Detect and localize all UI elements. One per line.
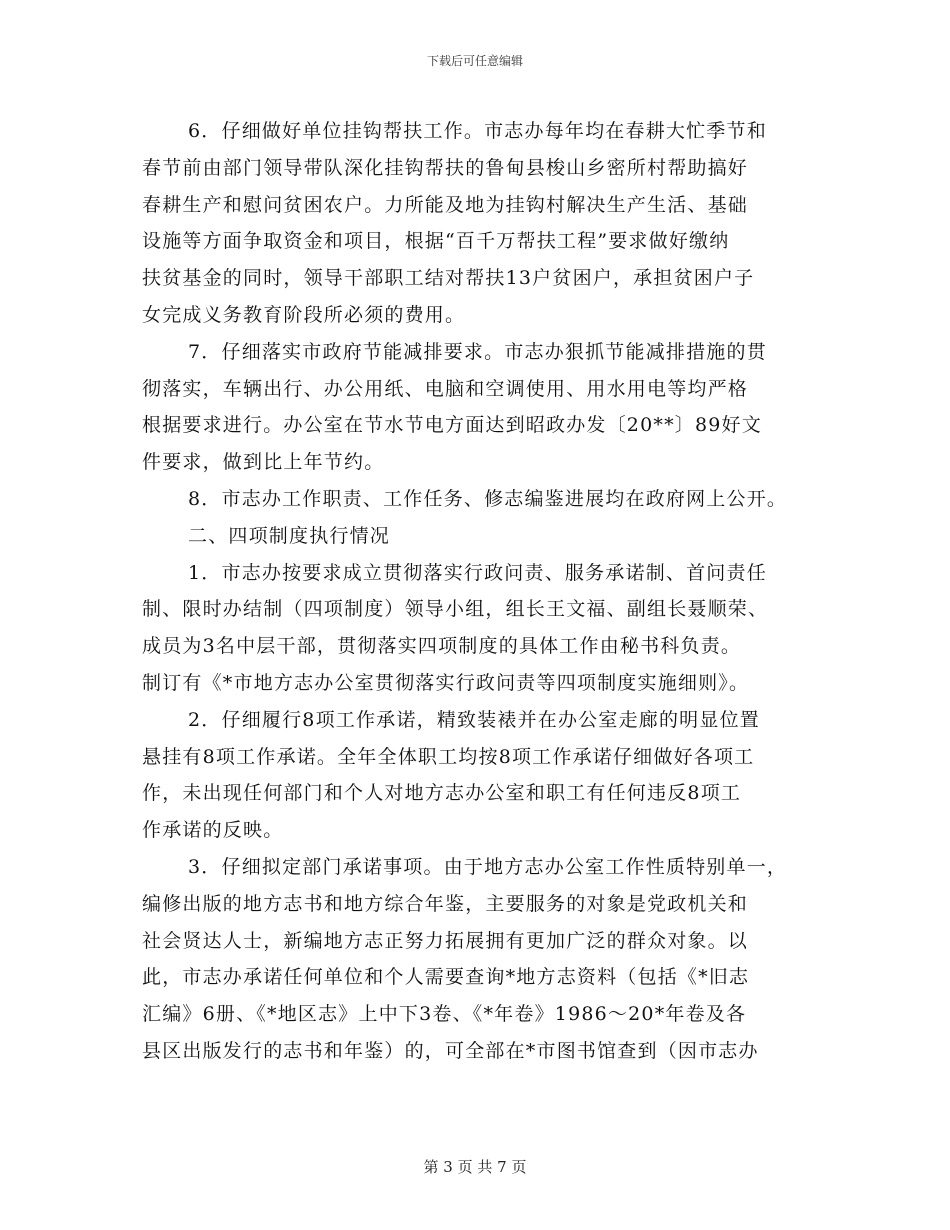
text-line: 设施等方面争取资金和项目，根据“百千万帮扶工程”要求做好缴纳	[142, 230, 730, 253]
text-line: 1．市志办按要求成立贯彻落实行政问责、服务承诺制、首问责任	[188, 561, 767, 584]
text-line: 编修出版的地方志书和地方综合年鉴，主要服务的对象是党政机关和	[142, 892, 749, 915]
text-line: 扶贫基金的同时，领导干部职工结对帮扶13户贫困户，承担贫困户子	[142, 267, 755, 290]
text-line: 作承诺的反映。	[142, 819, 284, 842]
text-line: 汇编》6册、《*地区志》上中下3卷、《*年卷》1986～20*年卷及各	[142, 1003, 747, 1026]
document-body	[142, 113, 822, 1070]
text-line: 7．仔细落实市政府节能减排要求。市志办狠抓节能减排措施的贯	[188, 340, 767, 363]
text-line: 春节前由部门领导带队深化挂钩帮扶的鲁甸县梭山乡密所村帮助搞好	[142, 156, 749, 179]
text-line: 3．仔细拟定部门承诺事项。由于地方志办公室工作性质特别单一，	[188, 855, 788, 878]
text-line: 此，市志办承诺任何单位和个人需要查询*地方志资料（包括《*旧志	[142, 966, 750, 989]
text-line: 8．市志办工作职责、工作任务、修志编鉴进展均在政府网上公开。	[188, 487, 788, 510]
page-footer: 第 3 页 共 7 页	[423, 1158, 527, 1176]
text-line: 作，未出现任何部门和个人对地方志办公室和职工有任何违反8项工	[142, 782, 742, 805]
text-line: 2．仔细履行8项工作承诺，精致装裱并在办公室走廊的明显位置	[188, 708, 760, 731]
text-line: 二、四项制度执行情况	[188, 524, 391, 547]
text-line: 彻落实，车辆出行、办公用纸、电脑和空调使用、用水用电等均严格	[142, 377, 749, 400]
text-line: 成员为3名中层干部，贯彻落实四项制度的具体工作由秘书科负责。	[142, 635, 742, 658]
text-line: 根据要求进行。办公室在节水节电方面达到昭政办发〔20**〕89好文	[142, 414, 762, 437]
text-line: 件要求，做到比上年节约。	[142, 451, 385, 474]
text-line: 春耕生产和慰问贫困农户。力所能及地为挂钩村解决生产生活、基础	[142, 193, 749, 216]
text-line: 县区出版发行的志书和年鉴）的，可全部在*市图书馆查到（因市志办	[142, 1039, 759, 1062]
text-line: 制、限时办结制（四项制度）领导小组，组长王文福、副组长聂顺荣、	[142, 598, 769, 621]
text-line: 6．仔细做好单位挂钩帮扶工作。市志办每年均在春耕大忙季节和	[188, 120, 767, 142]
text-line: 社会贤达人士，新编地方志正努力拓展拥有更加广泛的群众对象。以	[142, 929, 749, 952]
text-line: 悬挂有8项工作承诺。全年全体职工均按8项工作承诺仔细做好各项工	[142, 745, 755, 768]
page-header: 下载后可任意编辑	[426, 54, 523, 68]
text-line: 女完成义务教育阶段所必须的费用。	[142, 303, 466, 326]
text-line: 制订有《*市地方志办公室贯彻落实行政问责等四项制度实施细则》。	[142, 671, 750, 694]
